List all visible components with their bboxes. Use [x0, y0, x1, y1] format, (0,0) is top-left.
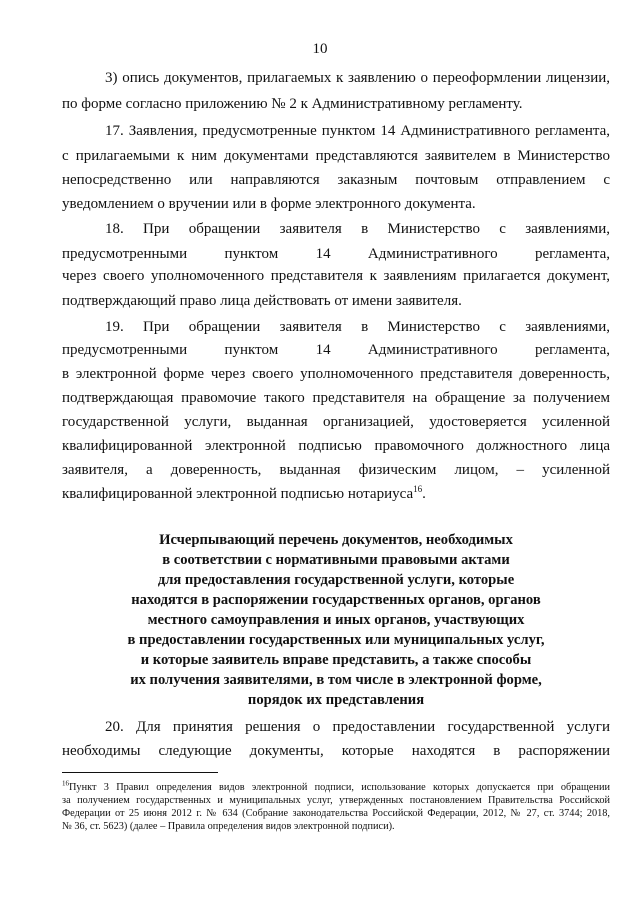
p17-line-1: 17. Заявления, предусмотренные пунктом 14 Административного регламента,: [105, 123, 610, 139]
p18-line-4: подтверждающий право лица действовать от имени заявителя.: [62, 293, 462, 309]
p19-line-3: в электронной форме через своего уполномоченного представителя доверенность,: [62, 366, 610, 382]
footnote-line-4: № 36, ст. 5623) (далее – Правила определения видов электронной подписи).: [62, 821, 395, 832]
page-number: 10: [312, 41, 328, 57]
p18-line-1: 18. При обращении заявителя в Министерство с заявлениями,: [105, 221, 610, 237]
p18-line-2: предусмотренными пунктом 14 Административного регламента,: [62, 246, 610, 262]
p19-line-4: подтверждающая правомочие такого представителя на обращение за получением: [62, 390, 610, 406]
item3-line-2: по форме согласно приложению № 2 к Административному регламенту.: [62, 96, 523, 112]
section-heading-line-8: их получения заявителями, в том числе в электронной форме,: [130, 672, 542, 688]
p19-line-5: государственной услуги, выданная организацией, удостоверяется усиленной: [62, 414, 610, 430]
section-heading-line-2: в соответствии с нормативными правовыми актами: [162, 552, 510, 568]
section-heading-line-1: Исчерпывающий перечень документов, необходимых: [159, 532, 513, 548]
p19-line-1: 19. При обращении заявителя в Министерство с заявлениями,: [105, 319, 610, 335]
p20-line-2: необходимы следующие документы, которые находятся в распоряжении: [62, 743, 610, 759]
section-heading-line-9: порядок их представления: [247, 692, 425, 708]
p19-line-8: квалифицированной электронной подписью нотариуса$^{16}$.: [62, 484, 426, 502]
p19-line-8-text: квалифицированной электронной подписью нотариуса: [62, 486, 414, 502]
p18-line-3: через своего уполномоченного представителя к заявлениям прилагается документ,: [62, 268, 610, 284]
section-heading-line-3: для предоставления государственной услуги, которые: [157, 572, 515, 588]
item3-line-1: 3) опись документов, прилагаемых к заявлению о переоформлении лицензии,: [105, 70, 610, 86]
p17-line-2: с прилагаемыми к ним документами представляются заявителем в Министерство: [62, 148, 610, 164]
footnote-line-1: [62, 781, 610, 794]
footnote-line-2: за получением государственных и муниципальных услуг, утвержденных постановлением Правительства Российской: [62, 795, 610, 806]
section-heading-line-7: и которые заявитель вправе представить, а также способы: [140, 652, 532, 668]
p19-line-2: предусмотренными пунктом 14 Административного регламента,: [62, 342, 610, 358]
p17-line-4: уведомлением о вручении или в форме электронного документа.: [62, 196, 476, 212]
footnote-separator: [62, 772, 218, 773]
p20-line-1: 20. Для принятия решения о предоставлении государственной услуги: [105, 719, 610, 735]
footnote-line-1-text: Пункт 3 Правил определения видов электронной подписи, использование которых допускается при обращении: [69, 782, 610, 793]
footnote-line-3: Федерации от 25 июня 2012 г. № 634 (Собрание законодательства Российской Федерации, 2012, № 27, ст. 3744; 2018,: [62, 808, 610, 819]
p19-line-7: заявителя, а доверенность, выданная физическим лицом, – усиленной: [62, 462, 610, 478]
section-heading-line-4: находятся в распоряжении государственных органов, органов: [131, 592, 541, 608]
section-heading-line-6: в предоставлении государственных или муниципальных услуг,: [127, 632, 545, 648]
section-heading-line-5: местного самоуправления и иных органов, участвующих: [147, 612, 525, 628]
footnote-reference: 16: [413, 484, 423, 494]
footnote-number: 16: [62, 779, 69, 788]
p19-line-6: квалифицированной электронной подписью правомочного должностного лица: [62, 438, 610, 454]
p17-line-3: непосредственно или направляются заказным почтовым отправлением с: [62, 172, 610, 188]
